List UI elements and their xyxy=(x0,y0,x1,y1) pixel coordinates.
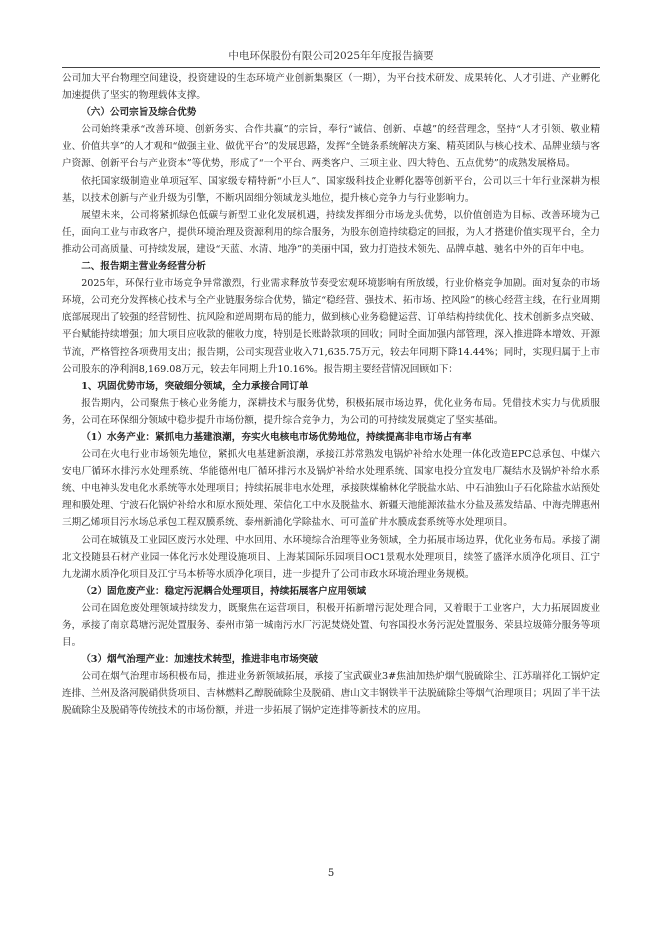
page-header xyxy=(62,48,600,68)
page-number: 5 xyxy=(327,868,335,879)
paragraph-water-power: 公司在火电行业市场领先地位，紧抓火电基建新浪潮，承接江苏常熟发电锅炉补给水处理一体化改造EPC总承包、中煤六安电厂循环水排污水处理系统、华能德州电厂循环排污水及锅炉补给水处理系统、国家电投分宜发电厂凝结水及锅炉补给水系统、中电神头发电化水系统等水处理项目；持续拓展非电水处理，承接陕煤榆林化学脱盐水站、中石油独山子石化除盐水站预处理和膜处理、宁波石化锅炉补给水和原水预处理、荣信化工中水及脱盐水、新疆天池能源浓盐水分盐及蒸发结晶、中海壳牌惠州三期乙烯项目污水场总承包工程双膜系统、泰州新浦化学除盐水、可可盖矿井水膜成套系统等水处理项目。 xyxy=(62,449,600,529)
paragraph-solid-waste: 公司在固危废处理领域持续发力，既聚焦在运营项目，积极开拓新增污泥处理合同，又着眼于工业客户，大力拓展固废业务，承接了南京葛塘污泥处置服务、泰州市第一城南污水厂污泥焚烧处置、句容国投水务污泥处置服务、荣县垃圾筛分服务等项目。 xyxy=(62,602,600,649)
document-body xyxy=(62,70,600,720)
subsection-heading-market: 1、巩固优势市场，突破细分领域，全力承接合同订单 xyxy=(81,380,309,392)
section-heading-mission: （六）公司宗旨及综合优势 xyxy=(81,107,197,119)
paragraph-market-overview: 报告期内，公司聚焦于核心业务能力，深耕技术与服务优势，积极拓展市场边界，优化业务布局。凭借技术实力与优质服务，公司在环保细分领域中稳步提升市场份额，提升综合竞争力，为公司的可持续发展奠定了坚实基础。 xyxy=(62,397,600,426)
paragraph-platform-space: 公司加大平台物理空间建设，投资建设的生态环境产业创新集聚区（一期），为平台技术研发、成果转化、人才引进、产业孵化加速提供了坚实的物理载体支撑。 xyxy=(62,73,600,102)
subsection-heading-flue-gas: （3）烟气治理产业：加速技术转型，推进非电市场突破 xyxy=(81,654,319,666)
subsection-heading-solid-waste: （2）固危废产业：稳定污泥耦合处理项目，持续拓展客户应用领域 xyxy=(81,585,367,597)
paragraph-water-municipal: 公司在城镇及工业园区废污水处理、中水回用、水环境综合治理等业务领域，全力拓展市场边界，优化业务布局。承接了湖北文投随县石材产业园一体化污水处理设施项目、上海某国际乐园项目OC1景观水处理项目，续签了盛泽水质净化项目、江宁九龙湖水质净化项目及江宁马本桥等水质净化项目，进一步提升了公司市政水环境治理业务规模。 xyxy=(62,534,600,580)
paragraph-innovation-platform: 依托国家级制造业单项冠军、国家级专精特新“小巨人”、国家级科技企业孵化器等创新平台，公司以三十年行业深耕为根基，以技术创新与产业升级为引擎，不断巩固细分领域龙头地位，提升核心竞争力与行业影响力。 xyxy=(62,175,600,204)
header-title: 中电环保股份有限公司2025年年度报告摘要 xyxy=(228,50,434,62)
paragraph-flue-gas: 公司在烟气治理市场积极布局，推进业务新领域拓展，承接了宝武碳业3#焦油加热炉烟气脱硫除尘、江苏瑞祥化工锅炉定连排、兰州及洛河脱硝供货项目、吉林燃料乙醇脱硫除尘及脱硝、唐山文丰钢铁半干法脱硫除尘等烟气治理项目；巩固了半干法脱硫除尘及脱硝等传统技术的市场份额，并进一步拓展了锅炉定连排等新技术的应用。 xyxy=(62,671,600,717)
paragraph-mission: 公司始终秉承“改善环境、创新务实、合作共赢”的宗旨，奉行“诚信、创新、卓越”的经营理念，坚持“人才引领、敬业精业、价值共享”的人才观和“做强主业、做优平台”的发展思路，发挥“全链条系统解决方案、精英团队与核心技术、品牌业绩与客户资源、创新平台与产业资本”等优势，形成了“一个平台、两类客户、三项主业、四大特色、五点优势”的成熟发展格局。 xyxy=(62,124,600,170)
subsection-heading-water: （1）水务产业：紧抓电力基建浪潮，夯实火电核电市场优势地位，持续提高非电市场占有率 xyxy=(81,431,472,443)
paragraph-outlook: 展望未来，公司将紧抓绿色低碳与新型工业化发展机遇，持续发挥细分市场龙头优势，以价值创造为目标、改善环境为己任，面向工业与市政客户，提供环境治理及资源利用的综合服务，为股东创造持续稳定的回报，为人才搭建价值实现平台，全力推动公司高质量、可持续发展，建设“天蓝、水清、地净”的美丽中国，致力打造技术领先、品牌卓越、驰名中外的百年中电。 xyxy=(62,209,600,255)
paragraph-business-overview: 2025年，环保行业市场竞争异常激烈，行业需求释放节奏受宏观环境影响有所放缓，行业价格竞争加剧。面对复杂的市场环境，公司充分发挥核心技术与全产业链服务综合优势，锚定“稳经营、强技术、拓市场、控风险”的核心经营主线，在行业周期底部展现出了较强的经营韧性、抗风险和逆周期布局的能力，做到核心业务稳健运营、订单结构持续优化、技术创新多点突破、平台赋能持续增强；加大项目应收款的催收力度，特别是长账龄款项的回收；同时全面加强内部管理，深入推进降本增效、开源节流，严格管控各项费用支出；报告期，公司实现营业收入71,635.75万元，较去年同期下降14.44%；同时，实现归属于上市公司股东的净利润8,169.08万元，较去年同期上升10.16%。报告期主要经营情况回顾如下： xyxy=(62,278,600,375)
section-heading-business-analysis: 二、报告期主营业务经营分析 xyxy=(81,261,206,273)
